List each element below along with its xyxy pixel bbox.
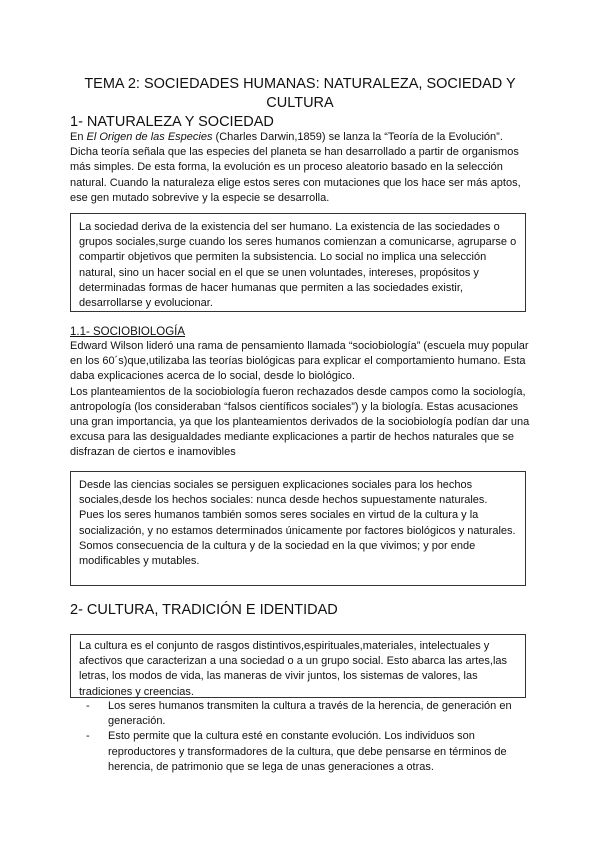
sociobiologia-paragraphs (70, 339, 530, 461)
seres-sociales-text: Pues los seres humanos también somos seres sociales en virtud de la cultura y la socialización, y no estamos determinados únicamente por factores biológicos y naturales. Somos consecuencia de la cultura y de la sociedad en la que vivimos; y por ende modificables y mutables. (79, 509, 516, 568)
intro-prefix: En (70, 131, 87, 143)
bullet-marker: - (86, 730, 90, 743)
section-heading-sociobiologia: 1.1- SOCIOBIOLOGÍA (70, 326, 186, 338)
sociedad-definition-text: La sociedad deriva de la existencia del ser humano. La existencia de las sociedades o grupos sociales,surge cuando los seres humanos comienzan a comunicarse, agruparse o compartir objetivos que permiten la subsistencia. Lo social no implica una selección natural, sino un hacer social en el que se unen voluntades, intereses, propósitos y determinadas formas de hacer humanas que permiten a las sociedades existir, desarrollarse y evolucionar. (79, 221, 517, 310)
list-item: - Los seres humanos transmiten la cultura a través de la herencia, de generación en generación. (86, 700, 512, 728)
cultura-bullet-list (86, 699, 530, 775)
section-heading-naturaleza-sociedad: 1- NATURALEZA Y SOCIEDAD (70, 114, 274, 130)
bullet-marker: - (86, 700, 90, 712)
document-title: TEMA 2: SOCIEDADES HUMANAS: NATURALEZA, SOCIEDAD Y CULTURA (84, 76, 516, 111)
list-item: - Esto permite que la cultura esté en constante evolución. Los individuos son reproductores y transformadores de la cultura, que debe pensarse en términos de herencia, de patrimonio que se lega de unas generaciones a otras. (86, 730, 507, 773)
book-title: El Origen de las Especies (86, 131, 213, 143)
intro-text: (Charles Darwin,1859) se lanza la “Teoría de la Evolución”. Dicha teoría señala que las especies del planeta se han desarrollado a partir de organismos más simples. De esta forma, la evolución es un proceso aleatorio basado en la selección natural. Cuando la naturaleza elige estos seres con mutaciones que los hace ser más aptos, ese gen mutado sobrevive y la especie se desarrolla. (70, 131, 521, 204)
wilson-paragraph: Edward Wilson lideró una rama de pensamiento llamada “sociobiología” (escuela muy popular en los 60´s)que,utilizaba las teorías biológicas para explicar el comportamiento humano. Esta daba explicaciones acerca de lo social, desde lo biológico. (70, 340, 529, 383)
rechazo-paragraph: Los planteamientos de la sociobiología fueron rechazados desde campos como la sociología, antropología (los consideraban “falsos científicos sociales”) y la biología. Estas acusaciones una gran importancia, ya que los planteamientos derivados de la sociobiología podían dar una excusa para las desigualdades mediante explicaciones a partir de hechos naturales que se disfrazan de ciertos e inamovibles (70, 385, 530, 459)
cultura-definition-text: La cultura es el conjunto de rasgos distintivos,espirituales,materiales, intelectuales y afectivos que caracterizan a una sociedad o a un grupo social. Esto abarca las artes,las letras, los modos de vida, las maneras de vivir juntos, los sistemas de valores, las tradiciones y creencias. (79, 640, 508, 698)
ciencias-sociales-text: Desde las ciencias sociales se persiguen explicaciones sociales para los hechos sociales,desde los hechos sociales: nunca desde hechos supuestamente naturales. (79, 479, 488, 507)
darwin-paragraph (70, 130, 530, 206)
ciencias-sociales-box (70, 471, 526, 586)
sociedad-definition-box (70, 213, 526, 312)
cultura-definition-box (70, 634, 526, 698)
section-heading-cultura: 2- CULTURA, TRADICIÓN E IDENTIDAD (70, 602, 338, 618)
